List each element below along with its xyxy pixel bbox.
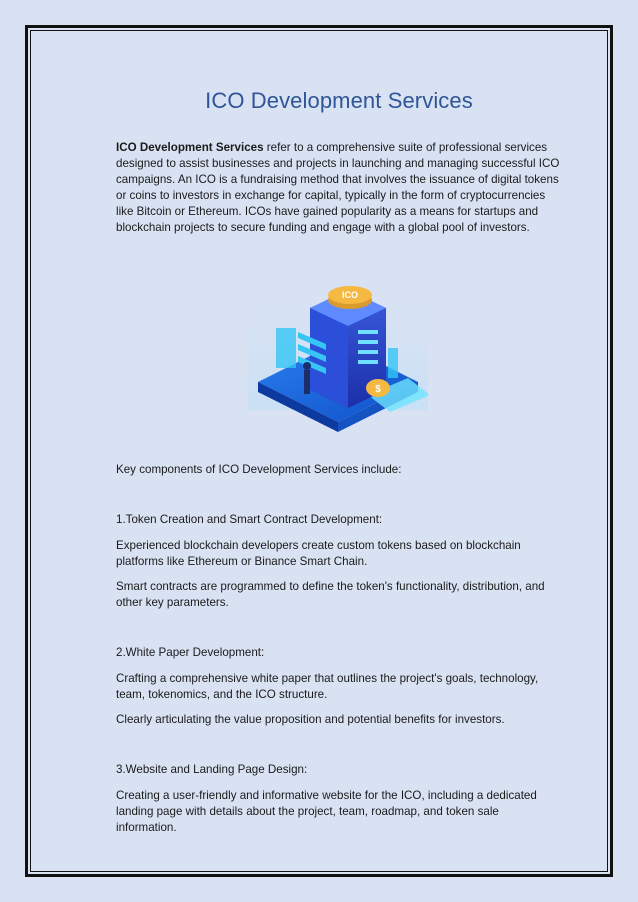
svg-text:$: $ [375, 384, 381, 395]
section-paragraph: Clearly articulating the value proposition and potential benefits for investors. [116, 713, 505, 726]
document-body [116, 88, 562, 845]
section-title: 2.White Paper Development: [116, 646, 265, 659]
section-paragraph: Smart contracts are programmed to define the token's functionality, distribution, and other key parameters. [116, 580, 545, 609]
section-paragraph: Creating a user-friendly and informative website for the ICO, including a dedicated landing page with details about the project, team, roadmap, and token sale information. [116, 789, 537, 834]
section-title: 1.Token Creation and Smart Contract Development: [116, 513, 383, 526]
section-paragraph: Crafting a comprehensive white paper that outlines the project's goals, technology, team, tokenomics, and the ICO structure. [116, 672, 539, 701]
blockchain-building-icon [248, 260, 428, 440]
coin-label: ICO [341, 290, 359, 300]
page-title: ICO Development Services [205, 88, 473, 113]
section-1 [116, 512, 562, 611]
section-title: 3.Website and Landing Page Design: [116, 763, 308, 776]
intro-paragraph [116, 140, 562, 236]
section-2 [116, 645, 562, 728]
key-components-intro: Key components of ICO Development Services include: [116, 463, 402, 476]
intro-text: refer to a comprehensive suite of professional services designed to assist businesses and projects in launching and managing successful ICO campaigns. An ICO is a fundraising method that involves the issuance of digital tokens or coins to investors in exchange for capital, typically in the form of cryptocurrencies like Bitcoin or Ethereum. ICOs have gained popularity as a means for startups and blockchain projects to secure funding and engage with a global pool of investors. [116, 141, 560, 234]
section-paragraph: Experienced blockchain developers create custom tokens based on blockchain platforms like Ethereum or Binance Smart Chain. [116, 539, 521, 568]
intro-bold-term: ICO Development Services [116, 141, 264, 154]
section-3 [116, 762, 562, 836]
